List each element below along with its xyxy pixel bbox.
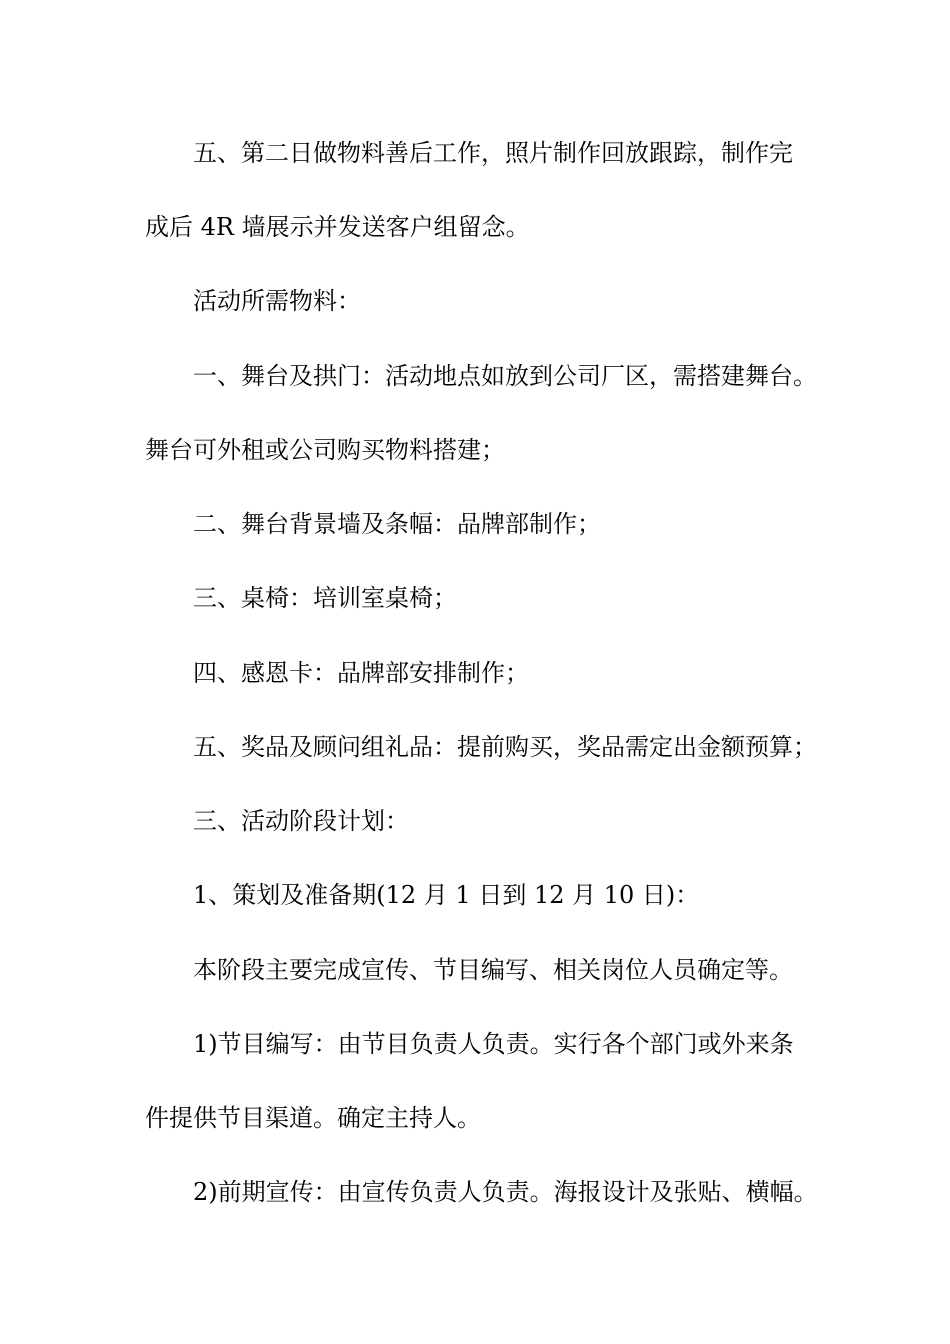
paragraph-line: 本阶段主要完成宣传、节目编写、相关岗位人员确定等。 [193, 956, 793, 984]
list-item: 三、桌椅：培训室桌椅； [193, 584, 457, 612]
paragraph-line: 五、第二日做物料善后工作，照片制作回放跟踪，制作完 [193, 139, 793, 167]
section-heading: 活动所需物料： [193, 287, 361, 315]
paragraph-line: 舞台可外租或公司购买物料搭建； [145, 436, 505, 464]
list-item: 一、舞台及拱门：活动地点如放到公司厂区，需搭建舞台。 [193, 362, 817, 390]
list-item: 2)前期宣传：由宣传负责人负责。海报设计及张贴、横幅。 [193, 1178, 818, 1206]
paragraph-line: 件提供节目渠道。确定主持人。 [145, 1104, 481, 1132]
section-heading: 三、活动阶段计划： [193, 807, 409, 835]
subsection-heading: 1、策划及准备期(12 月 1 日到 12 月 10 日)： [193, 881, 700, 909]
paragraph-line: 成后 4R 墙展示并发送客户组留念。 [145, 213, 530, 241]
list-item: 五、奖品及顾问组礼品：提前购买，奖品需定出金额预算； [193, 733, 817, 761]
list-item: 1)节目编写：由节目负责人负责。实行各个部门或外来条 [193, 1030, 794, 1058]
list-item: 四、感恩卡：品牌部安排制作； [193, 659, 529, 687]
list-item: 二、舞台背景墙及条幅：品牌部制作； [193, 510, 601, 538]
